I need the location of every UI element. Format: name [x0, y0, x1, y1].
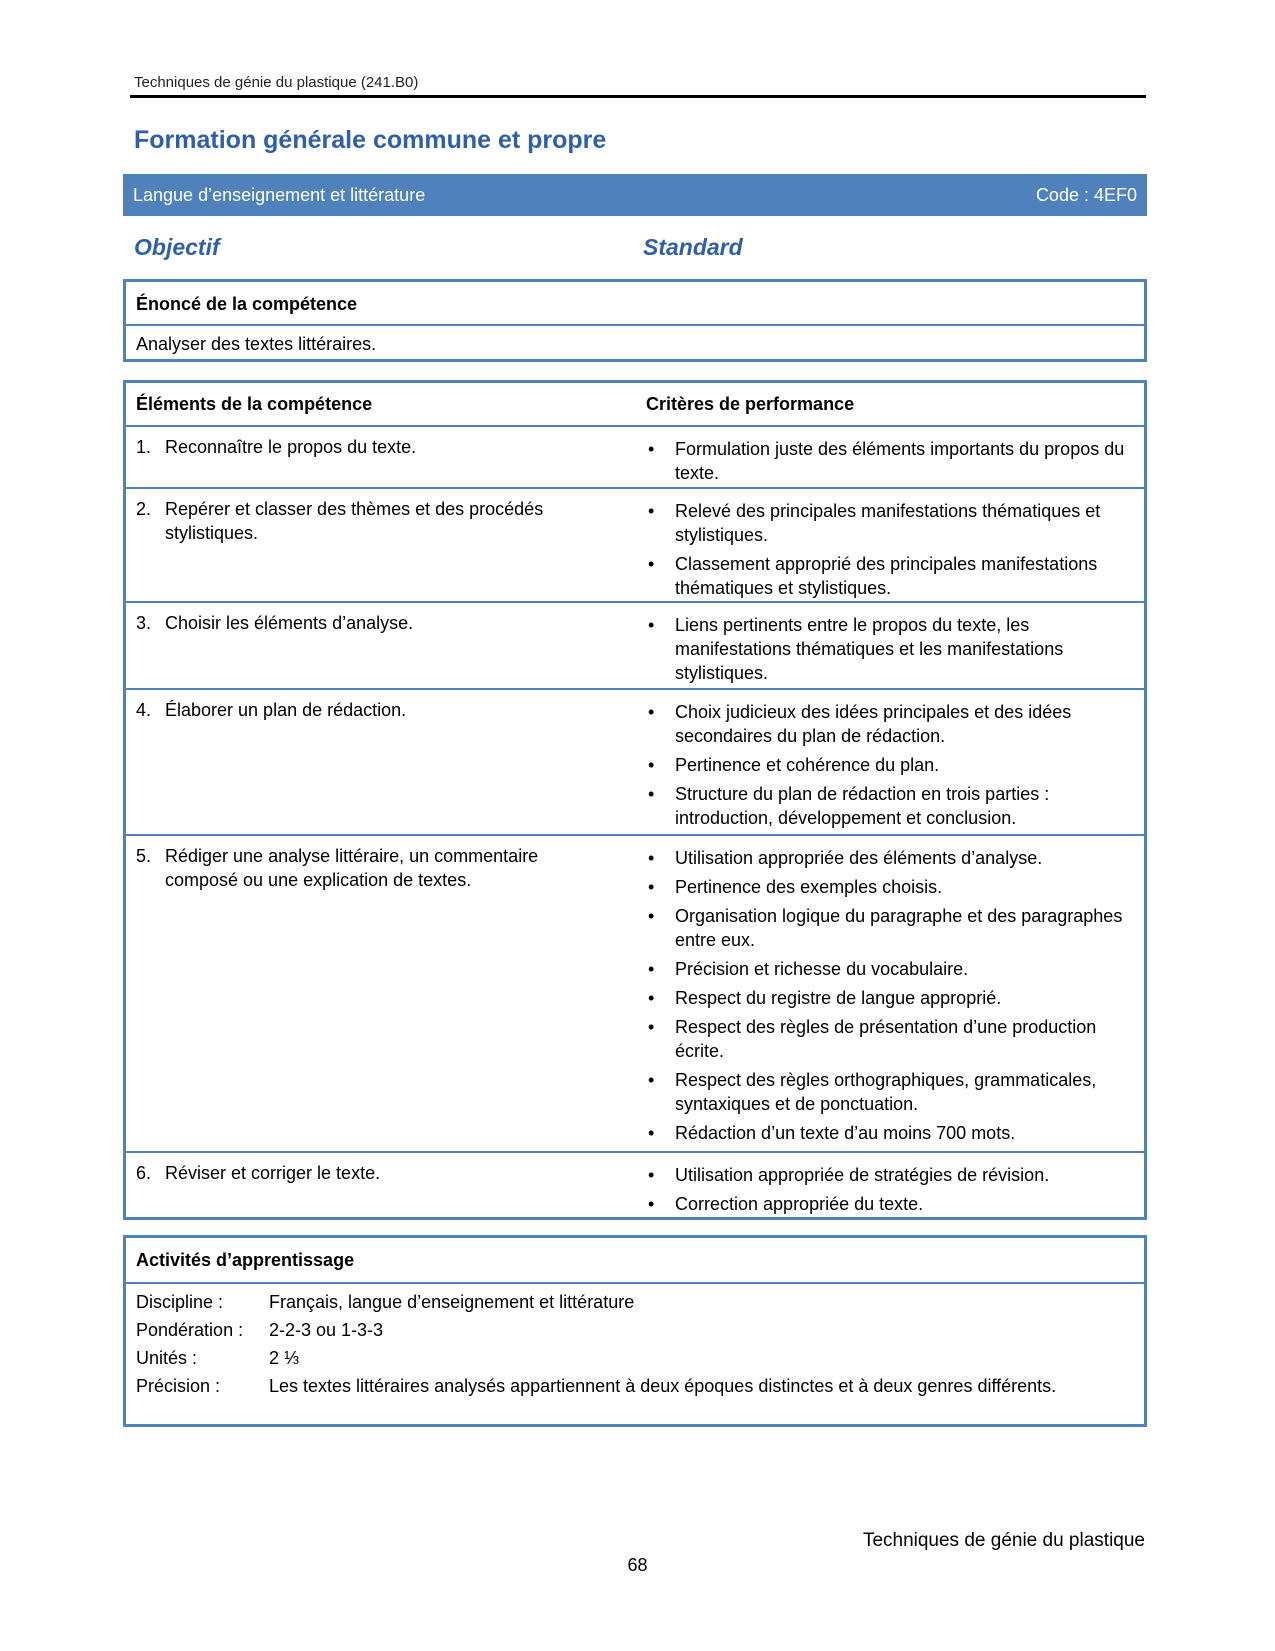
- activities-box: [123, 1235, 1147, 1427]
- row-divider: [126, 425, 1144, 427]
- criterion: • Correction appropriée du texte.: [646, 1192, 1136, 1216]
- objective-heading: Objectif: [134, 234, 220, 260]
- element-text: Choisir les éléments d’analyse.: [165, 613, 414, 633]
- criterion: • Formulation juste des éléments importants du propos du texte.: [646, 437, 1136, 485]
- criterion: • Liens pertinents entre le propos du texte, les manifestations thématiques et les manifestations stylistiques.: [646, 613, 1136, 685]
- element-6: [136, 1161, 616, 1185]
- course-name: Langue d’enseignement et littérature: [133, 184, 426, 205]
- activity-value: Français, langue d’enseignement et littérature: [269, 1292, 635, 1312]
- element-5: [136, 844, 616, 892]
- element-text: Reconnaître le propos du texte.: [165, 437, 417, 457]
- element-number: 3.: [136, 613, 152, 633]
- element-number: 4.: [136, 700, 152, 720]
- performance-table: [123, 380, 1147, 1220]
- competence-statement: Analyser des textes littéraires.: [136, 334, 377, 354]
- criteria-list-1: [646, 437, 1136, 490]
- activity-key: Unités :: [136, 1348, 198, 1368]
- row-divider: [126, 1151, 1144, 1153]
- criterion: • Précision et richesse du vocabulaire.: [646, 957, 1136, 981]
- activity-value: 2-2-3 ou 1-3-3: [269, 1320, 384, 1340]
- criterion: • Utilisation appropriée de stratégies de révision.: [646, 1163, 1136, 1187]
- activity-value: Les textes littéraires analysés appartiennent à deux époques distinctes et à deux genres différents.: [269, 1376, 1057, 1396]
- row-divider: [126, 688, 1144, 690]
- criteria-list-5: [646, 846, 1136, 1150]
- section-title: Formation générale commune et propre: [134, 126, 607, 154]
- criteria-list-6: [646, 1163, 1136, 1221]
- criteria-header: Critères de performance: [646, 394, 855, 414]
- criterion: • Relevé des principales manifestations thématiques et stylistiques.: [646, 499, 1136, 547]
- criterion: • Choix judicieux des idées principales et des idées secondaires du plan de rédaction.: [646, 700, 1136, 748]
- criterion: • Respect des règles de présentation d’une production écrite.: [646, 1015, 1136, 1063]
- competence-divider: [126, 324, 1144, 326]
- activity-key: Discipline :: [136, 1292, 224, 1312]
- element-text: Rédiger une analyse littéraire, un commentaire composé ou une explication de textes.: [165, 846, 539, 890]
- criteria-list-2: [646, 499, 1136, 605]
- element-1: [136, 435, 616, 459]
- element-text: Élaborer un plan de rédaction.: [165, 700, 407, 720]
- element-4: [136, 698, 616, 722]
- criterion: • Pertinence et cohérence du plan.: [646, 753, 1136, 777]
- criteria-list-4: [646, 700, 1136, 835]
- activities-heading: Activités d’apprentissage: [136, 1250, 355, 1270]
- activities-divider: [126, 1282, 1144, 1284]
- row-divider: [126, 834, 1144, 836]
- criterion: • Respect du registre de langue approprié.: [646, 986, 1136, 1010]
- standard-heading: Standard: [643, 234, 743, 260]
- activity-value: 2 ⅓: [269, 1348, 300, 1368]
- elements-header: Éléments de la compétence: [136, 394, 373, 414]
- course-code: Code : 4EF0: [1035, 184, 1137, 205]
- activity-key: Précision :: [136, 1376, 221, 1396]
- element-text: Repérer et classer des thèmes et des procédés stylistiques.: [165, 499, 544, 543]
- header-rule: [130, 95, 1146, 98]
- criterion: • Respect des règles orthographiques, grammaticales, syntaxiques et de ponctuation.: [646, 1068, 1136, 1116]
- element-3: [136, 611, 616, 635]
- competence-box: [123, 279, 1147, 362]
- page-number: 68: [627, 1555, 648, 1575]
- row-divider: [126, 487, 1144, 489]
- footer-program: Techniques de génie du plastique: [862, 1530, 1145, 1551]
- course-bar: [123, 174, 1147, 216]
- criterion: • Rédaction d’un texte d’au moins 700 mots.: [646, 1121, 1136, 1145]
- element-number: 2.: [136, 499, 152, 519]
- competence-heading: Énoncé de la compétence: [136, 294, 358, 314]
- element-text: Réviser et corriger le texte.: [165, 1163, 381, 1183]
- criteria-list-3: [646, 613, 1136, 690]
- element-2: [136, 497, 616, 545]
- criterion: • Utilisation appropriée des éléments d’analyse.: [646, 846, 1136, 870]
- element-number: 1.: [136, 437, 152, 457]
- criterion: • Organisation logique du paragraphe et des paragraphes entre eux.: [646, 904, 1136, 952]
- running-header: Techniques de génie du plastique (241.B0): [134, 74, 419, 91]
- activity-key: Pondération :: [136, 1320, 244, 1340]
- row-divider: [126, 601, 1144, 603]
- criterion: • Pertinence des exemples choisis.: [646, 875, 1136, 899]
- criterion: • Structure du plan de rédaction en trois parties : introduction, développement et conclusion.: [646, 782, 1136, 830]
- criterion: • Classement approprié des principales manifestations thématiques et stylistiques.: [646, 552, 1136, 600]
- element-number: 6.: [136, 1163, 152, 1183]
- element-number: 5.: [136, 846, 152, 866]
